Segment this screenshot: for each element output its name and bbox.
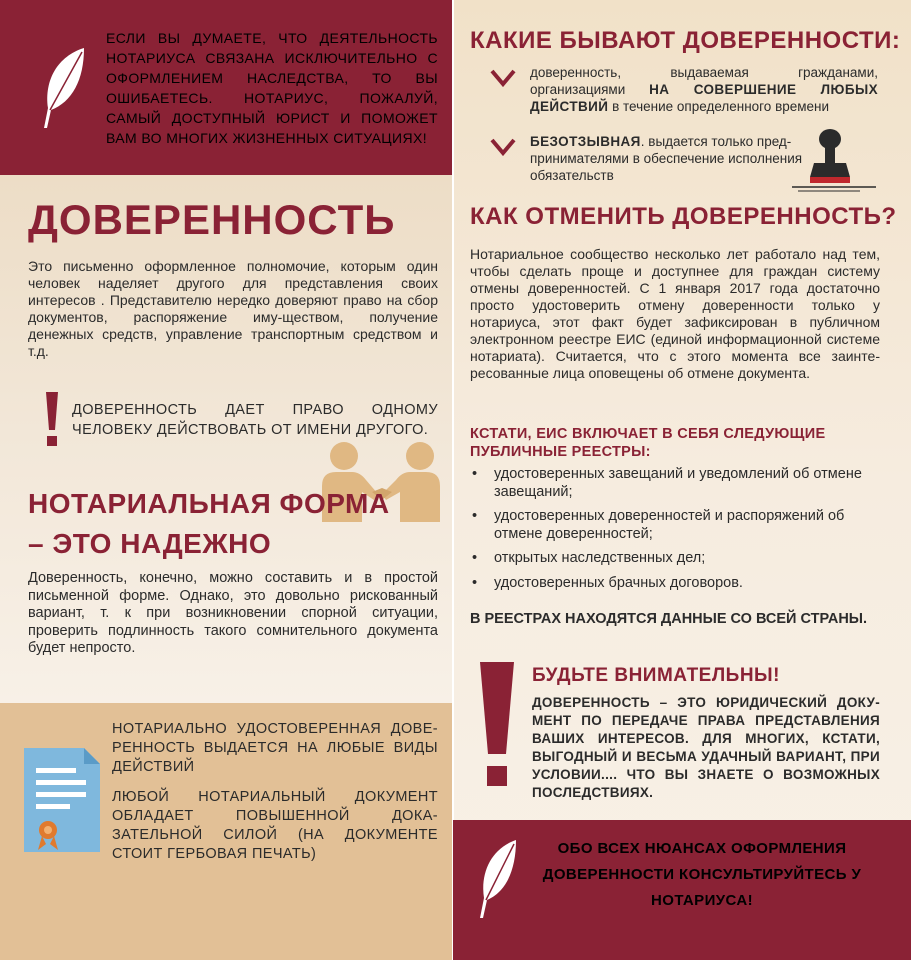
definition-text: Это письменно оформленное полномочие, которым один человек наделяет другого для представления своих интересов . Представителю нередко доверяют право на сбор документов, распоряжение иму-ществом, получение денежных средств, управление транспортным средством и т.д. [28,258,438,359]
exclamation-icon [42,392,62,448]
kind-item-2: БЕЗОТЗЫВНАЯ. выдается только пред-принимателями в обеспечение исполнения обязательств [530,134,803,183]
checkmark-icon [490,138,516,156]
section-title-kinds: КАКИЕ БЫВАЮТ ДОВЕРЕННОСТИ: [470,27,901,54]
warning-text: ДОВЕРЕННОСТЬ ДАЕТ ПРАВО ОДНОМУ ЧЕЛОВЕКУ ДЕЙСТВОВАТЬ ОТ ИМЕНИ ДРУГОГО. [72,402,438,438]
notarial-form-text: Доверенность, конечно, можно составить и в простой письменной форме. Однако, это довольно рискованный вариант, т. к при возникновении спорной ситуации, проверить подлинность такого сомнительного документа будет непросто. [28,570,438,656]
section-title-notarial-form: НОТАРИАЛЬНАЯ ФОРМА – ЭТО НАДЕЖНО [28,488,390,559]
cancel-text: Нотариальное сообщество несколько лет работало над тем, чтобы сделать проще и доступнее для граждан систему отмены доверенностей. С 1 января 2017 года достаточно просто удостоверить отмену доверенности только у нотариуса, этот факт будет зафиксирован в публичном электронном реестре ЕИС (единой информационной системе нотариата). Считается, что с этого момента все заинте-ресованные лица оповещены об отмене документа. [470,246,880,381]
kind-item-1: доверенность, выдаваемая гражданами, организациями НА СОВЕРШЕНИЕ ЛЮБЫХ ДЕЙСТВИЙ в течение определенного времени [530,65,878,114]
kind-item-1-bold: НА СОВЕРШЕНИЕ ЛЮБЫХ ДЕЙСТВИЙ [530,82,878,114]
registries-list [472,466,880,599]
intro-text: ЕСЛИ ВЫ ДУМАЕТЕ, ЧТО ДЕЯТЕЛЬНОСТЬ НОТАРИУСА СВЯЗАНА ИСКЛЮЧИТЕЛЬНО С ОФОРМЛЕНИЕМ НАСЛЕДСТВА, ТО ВЫ ОШИБАЕТЕСЬ. НОТАРИУС, ПОЖАЛУЙ, САМЫЙ ДОСТУПНЫЙ ЮРИСТ И ПОМОЖЕТ ВАМ ВО МНОГИХ ЖИЗНЕННЫХ СИТУАЦИЯХ! [106,30,438,146]
feather-icon [38,46,88,130]
list-item: • удостоверенных доверенностей и распоряжений об отмене доверенностей; [472,508,845,542]
list-item: • открытых наследственных дел; [472,550,706,566]
notarized-line-1: НОТАРИАЛЬНО УДОСТОВЕРЕННАЯ ДОВЕ-РЕННОСТЬ ВЫДАЕТСЯ НА ЛЮБЫЕ ВИДЫ ДЕЙСТВИЙ [112,721,438,775]
consult-text: ОБО ВСЕХ НЮАНСАХ ОФОРМЛЕНИЯ ДОВЕРЕННОСТИ КОНСУЛЬТИРУЙТЕСЬ У НОТАРИУСА! [542,840,862,909]
feather-icon [476,838,518,920]
attention-title: БУДЬТЕ ВНИМАТЕЛЬНЫ! [532,665,780,686]
attention-text: ДОВЕРЕННОСТЬ – ЭТО ЮРИДИЧЕСКИЙ ДОКУ-МЕНТ ПО ПЕРЕДАЧЕ ПРАВА ПРЕДСТАВЛЕНИЯ ВАШИХ ИНТЕРЕСОВ. ДЛЯ МНОГИХ, КСТАТИ, ВЫГОДНЫЙ И ВЕСЬМА УДАЧНЫЙ ВАРИАНТ, ПРИ УСЛОВИИ.... ЧТО ВЫ ЗНАЕТЕ О ВОЗМОЖНЫХ ПОСЛЕДСТВИЯХ. [532,695,880,800]
stamp-icon [790,127,880,193]
list-item: • удостоверенных завещаний и уведомлений об отмене завещаний; [472,466,862,500]
list-item: • удостоверенных брачных договоров. [472,574,743,591]
document-icon [22,746,102,856]
column-divider [452,0,454,960]
page-title: ДОВЕРЕННОСТЬ [28,196,396,243]
registries-country-note: В РЕЕСТРАХ НАХОДЯТСЯ ДАННЫЕ СО ВСЕЙ СТРАНЫ. [470,611,868,627]
registries-title: КСТАТИ, ЕИС ВКЛЮЧАЕТ В СЕБЯ СЛЕДУЮЩИЕ ПУБЛИЧНЫЕ РЕЕСТРЫ: [470,426,826,460]
notarized-box-text [112,720,438,875]
notarized-line-2: ЛЮБОЙ НОТАРИАЛЬНЫЙ ДОКУМЕНТ ОБЛАДАЕТ ПОВЫШЕННОЙ ДОКА-ЗАТЕЛЬНОЙ СИЛОЙ (НА ДОКУМЕНТЕ СТОИТ ГЕРБОВАЯ ПЕЧАТЬ) [112,789,438,862]
checkmark-icon [490,69,516,87]
kind-item-2-bold: БЕЗОТЗЫВНАЯ [530,134,641,149]
section-title-cancel: КАК ОТМЕНИТЬ ДОВЕРЕННОСТЬ? [470,203,897,230]
exclamation-icon [478,662,516,790]
